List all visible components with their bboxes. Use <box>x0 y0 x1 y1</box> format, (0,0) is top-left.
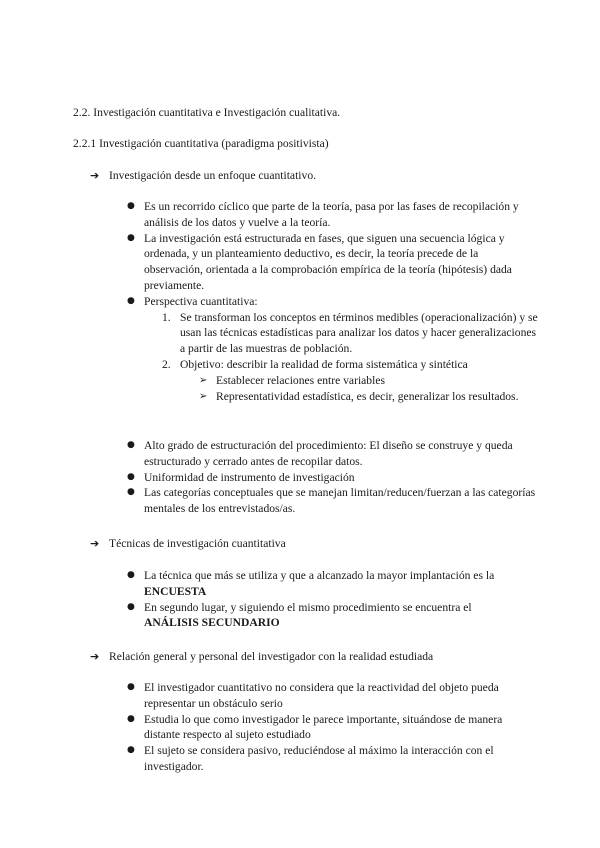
list-item: ● El investigador cuantitativo no considera que la reactividad del objeto pueda representar un obstáculo serio <box>127 681 499 710</box>
technique-survey: ENCUESTA <box>144 584 207 598</box>
arrow-icon: ➔ <box>90 537 100 550</box>
list-item: ● El sujeto se considera pasivo, reduciéndose al máximo la interacción con el investigador. <box>127 744 494 773</box>
bullet-icon: ● <box>127 295 135 306</box>
bullet-icon: ● <box>127 601 135 612</box>
topic-title: Investigación desde un enfoque cuantitativo. <box>109 169 317 182</box>
list-item: ● La técnica que más se utiliza y que a alcanzado la mayor implantación es la ENCUESTA <box>127 569 495 598</box>
arrowhead-icon: ➢ <box>199 390 208 402</box>
sub-item: ➢ Representatividad estadística, es decir, generalizar los resultados. <box>199 389 519 403</box>
list-item: ● Uniformidad de instrumento de investigación <box>127 470 355 484</box>
techniques-bullet-list <box>127 568 539 631</box>
bullet-icon: ● <box>127 232 135 243</box>
topic-quantitative-approach <box>90 168 316 184</box>
arrow-icon: ➔ <box>90 169 100 182</box>
subsection-heading: 2.2.1 Investigación cuantitativa (paradigma positivista) <box>73 137 329 150</box>
arrow-icon: ➔ <box>90 650 100 663</box>
topic-researcher-relation <box>90 649 433 665</box>
relation-bullet-list <box>127 680 539 775</box>
bullet-icon: ● <box>127 713 135 724</box>
list-item: ● La investigación está estructurada en fases, que siguen una secuencia lógica y ordenada, y un planteamiento deductivo, es decir, la teoría precede de la observación, orientada a la comprobación empírica de la teoría (hipótesis) dada previamente. <box>127 231 512 292</box>
list-item: ● Las categorías conceptuales que se manejan limitan/reducen/fuerzan a las categorías mentales de los entrevistados/as. <box>127 486 536 516</box>
bullet-icon: ● <box>127 440 135 450</box>
sub-item-list <box>180 373 539 405</box>
topic-title: Relación general y personal del investigador con la realidad estudiada <box>109 650 434 663</box>
numbered-item: 2. Objetivo: describir la realidad de forma sistemática y sintética ➢ Establecer relaciones entre variables ➢ Representatividad estadística, es decir, generalizar los resultados. <box>180 357 539 404</box>
bullet-icon: ● <box>127 487 135 498</box>
numbered-item: 1. Se transforman los conceptos en términos medibles (operacionalización) y se usan las técnicas estadísticas para analizar los datos y hacer generalizaciones a partir de las muestras de población. <box>162 310 538 356</box>
topic-quantitative-techniques <box>90 536 286 552</box>
bullet-icon: ● <box>127 570 135 580</box>
list-item: ● Alto grado de estructuración del procedimiento: El diseño se construye y queda estructurado y cerrado antes de recopilar datos. <box>127 439 513 468</box>
bullet-icon: ● <box>127 201 135 211</box>
sub-item: ➢ Establecer relaciones entre variables <box>199 373 385 387</box>
section-heading: 2.2. Investigación cuantitativa e Investigación cualitativa. <box>73 106 341 119</box>
bullet-icon: ● <box>127 745 135 756</box>
bullet-icon: ● <box>127 682 135 692</box>
topic-title: Técnicas de investigación cuantitativa <box>109 537 286 550</box>
list-item: ● Perspectiva cuantitativa: 1. Se transforman los conceptos en términos medibles (operacionalización) y se usan las técnicas estadísticas para analizar los datos y hacer generalizaciones a partir de las muestras de población. 2. Objetivo: describir la realidad de forma sistemática y sintética ➢ Establecer relaciones entre variables ➢ Representatividad estadística, es decir, generalizar los resultados. <box>127 294 538 403</box>
list-item: ● En segundo lugar, y siguiendo el mismo procedimiento se encuentra el ANÁLISIS SECUNDARIO <box>127 600 472 630</box>
bullet-icon: ● <box>127 471 135 482</box>
technique-secondary-analysis: ANÁLISIS SECUNDARIO <box>144 616 280 630</box>
procedure-bullet-list <box>127 438 539 517</box>
list-item: ● Estudia lo que como investigador le parece importante, situándose de manera distante respecto al sujeto estudiado <box>127 712 503 742</box>
list-item: ● Es un recorrido cíclico que parte de la teoría, pasa por las fases de recopilación y análisis de los datos y vuelve a la teoría. <box>127 200 519 229</box>
approach-bullet-list <box>127 199 539 404</box>
numbered-list <box>144 310 539 405</box>
arrowhead-icon: ➢ <box>199 374 208 386</box>
